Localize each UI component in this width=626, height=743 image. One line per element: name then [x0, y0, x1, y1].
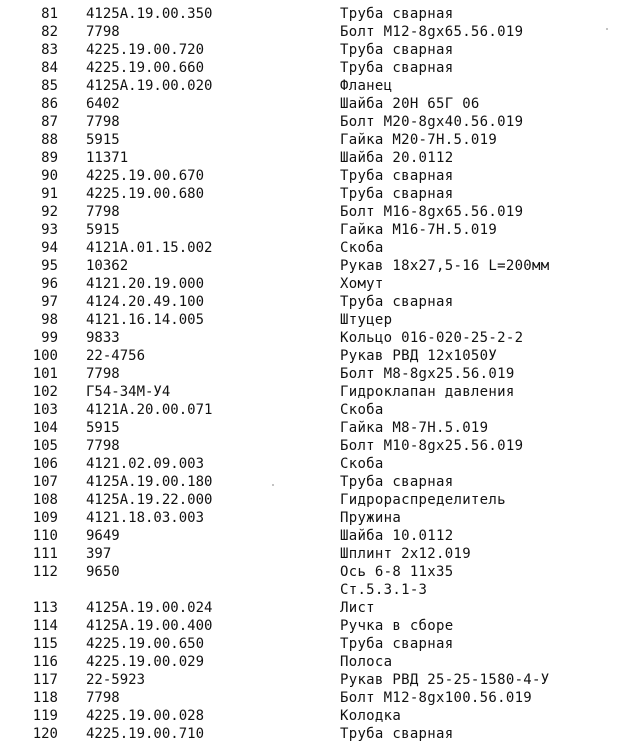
part-designation: 4121А.20.00.071: [86, 402, 213, 418]
part-name: Труба сварная: [340, 726, 454, 742]
table-row: [0, 617, 626, 635]
table-row: [0, 95, 626, 113]
position-number: 92: [41, 204, 58, 220]
table-row: [0, 311, 626, 329]
table-row: [0, 239, 626, 257]
part-name: Гайка М16-7Н.5.019: [340, 222, 498, 238]
part-designation: 4121.20.19.000: [86, 276, 205, 292]
part-name: Труба сварная: [340, 42, 454, 58]
scan-speck: [606, 28, 608, 30]
position-number: 98: [41, 312, 58, 328]
table-row: [0, 203, 626, 221]
part-name: Труба сварная: [340, 186, 454, 202]
table-row: [0, 221, 626, 239]
table-row: [0, 5, 626, 23]
part-designation: 397: [86, 546, 112, 562]
part-designation: 7798: [86, 204, 120, 220]
position-number: 82: [41, 24, 58, 40]
part-name: Рукав 18х27,5-16 L=200мм: [340, 258, 550, 274]
position-number: 115: [32, 636, 58, 652]
parts-table: [0, 5, 626, 743]
position-number: 110: [32, 528, 58, 544]
part-name: Гидроклапан давления: [340, 384, 515, 400]
part-designation: 4225.19.00.028: [86, 708, 205, 724]
position-number: 103: [32, 402, 58, 418]
part-name: Рукав РВД 12х1050У: [340, 348, 498, 364]
position-number: 114: [32, 618, 58, 634]
position-number: 108: [32, 492, 58, 508]
position-number: 94: [41, 240, 58, 256]
part-name: Хомут: [340, 276, 384, 292]
part-name: Фланец: [340, 78, 393, 94]
position-number: 102: [32, 384, 58, 400]
part-designation: 4225.19.00.029: [86, 654, 205, 670]
part-name: Скоба: [340, 240, 384, 256]
table-row: [0, 437, 626, 455]
part-name: Скоба: [340, 402, 384, 418]
position-number: 118: [32, 690, 58, 706]
position-number: 117: [32, 672, 58, 688]
part-designation: 9650: [86, 564, 120, 580]
table-row: [0, 167, 626, 185]
part-name: Болт М12-8gx100.56.019: [340, 690, 533, 706]
part-designation: 22-4756: [86, 348, 146, 364]
part-name: Гайка М20-7Н.5.019: [340, 132, 498, 148]
table-row: [0, 473, 626, 491]
position-number: 88: [41, 132, 58, 148]
position-number: 89: [41, 150, 58, 166]
part-designation: 4125А.19.00.180: [86, 474, 213, 490]
position-number: 107: [32, 474, 58, 490]
position-number: 95: [41, 258, 58, 274]
table-row: [0, 563, 626, 581]
part-designation: 5915: [86, 420, 120, 436]
part-name: Болт М12-8gx65.56.019: [340, 24, 524, 40]
table-row: [0, 113, 626, 131]
position-number: 83: [41, 42, 58, 58]
part-designation: 5915: [86, 132, 120, 148]
table-row: [0, 689, 626, 707]
position-number: 97: [41, 294, 58, 310]
position-number: 93: [41, 222, 58, 238]
part-name: Труба сварная: [340, 6, 454, 22]
position-number: 106: [32, 456, 58, 472]
position-number: 86: [41, 96, 58, 112]
part-designation: 6402: [86, 96, 120, 112]
part-designation: 22-5923: [86, 672, 146, 688]
part-name: Труба сварная: [340, 294, 454, 310]
part-name: Шайба 10.0112: [340, 528, 454, 544]
part-name: Ось 6-8 11х35: [340, 564, 454, 580]
part-designation: Г54-34М-У4: [86, 384, 171, 400]
table-row: [0, 257, 626, 275]
position-number: 84: [41, 60, 58, 76]
table-row: [0, 23, 626, 41]
part-name: Труба сварная: [340, 636, 454, 652]
position-number: 81: [41, 6, 58, 22]
part-designation: 7798: [86, 690, 120, 706]
position-number: 105: [32, 438, 58, 454]
table-row: [0, 725, 626, 743]
table-row: [0, 581, 626, 599]
part-designation: 7798: [86, 366, 120, 382]
table-row: [0, 509, 626, 527]
part-name: Полоса: [340, 654, 393, 670]
part-name: Труба сварная: [340, 474, 454, 490]
table-row: [0, 635, 626, 653]
part-designation: 10362: [86, 258, 129, 274]
position-number: 119: [32, 708, 58, 724]
part-designation: 9649: [86, 528, 120, 544]
part-name: Ручка в сборе: [340, 618, 454, 634]
part-designation: 4225.19.00.650: [86, 636, 205, 652]
table-row: [0, 347, 626, 365]
part-designation: 4225.19.00.710: [86, 726, 205, 742]
part-designation: 4225.19.00.660: [86, 60, 205, 76]
position-number: 120: [32, 726, 58, 742]
part-name: Кольцо 016-020-25-2-2: [340, 330, 524, 346]
position-number: 85: [41, 78, 58, 94]
table-row: [0, 293, 626, 311]
position-number: 99: [41, 330, 58, 346]
table-row: [0, 365, 626, 383]
position-number: [0, 581, 86, 599]
table-row: [0, 707, 626, 725]
part-name: Болт М20-8gx40.56.019: [340, 114, 524, 130]
part-name: Болт М8-8gx25.56.019: [340, 366, 515, 382]
table-row: [0, 59, 626, 77]
part-name: Шплинт 2х12.019: [340, 546, 471, 562]
part-designation: 4121.18.03.003: [86, 510, 205, 526]
part-designation: 7798: [86, 114, 120, 130]
position-number: 113: [32, 600, 58, 616]
part-designation: 4121А.01.15.002: [86, 240, 213, 256]
part-name: Ст.5.3.1-3: [340, 582, 428, 598]
part-designation: 4225.19.00.720: [86, 42, 205, 58]
position-number: 91: [41, 186, 58, 202]
part-name: Шайба 20Н 65Г 06: [340, 96, 480, 112]
part-designation: 4124.20.49.100: [86, 294, 205, 310]
table-row: [0, 185, 626, 203]
table-row: [0, 401, 626, 419]
part-name: Труба сварная: [340, 168, 454, 184]
part-name: Колодка: [340, 708, 402, 724]
part-name: Штуцер: [340, 312, 393, 328]
part-name: Скоба: [340, 456, 384, 472]
part-designation: 4125А.19.22.000: [86, 492, 213, 508]
part-name: Лист: [340, 600, 375, 616]
position-number: 112: [32, 564, 58, 580]
position-number: 109: [32, 510, 58, 526]
part-designation: 4125А.19.00.350: [86, 6, 213, 22]
table-row: [0, 599, 626, 617]
table-row: [0, 329, 626, 347]
table-row: [0, 131, 626, 149]
position-number: 100: [32, 348, 58, 364]
part-name: Болт М10-8gx25.56.019: [340, 438, 524, 454]
part-designation: [86, 581, 340, 599]
part-name: Пружина: [340, 510, 402, 526]
position-number: 87: [41, 114, 58, 130]
part-designation: 11371: [86, 150, 129, 166]
table-row: [0, 383, 626, 401]
part-name: Болт М16-8gx65.56.019: [340, 204, 524, 220]
part-designation: 7798: [86, 24, 120, 40]
part-name: Гидрораспределитель: [340, 492, 506, 508]
part-designation: 4121.16.14.005: [86, 312, 205, 328]
part-designation: 9833: [86, 330, 120, 346]
part-name: Труба сварная: [340, 60, 454, 76]
part-name: Рукав РВД 25-25-1580-4-У: [340, 672, 550, 688]
part-designation: 4125А.19.00.024: [86, 600, 213, 616]
scan-speck: [272, 484, 274, 486]
part-designation: 4125А.19.00.020: [86, 78, 213, 94]
position-number: 111: [32, 546, 58, 562]
part-designation: 4121.02.09.003: [86, 456, 205, 472]
part-designation: 4225.19.00.680: [86, 186, 205, 202]
table-row: [0, 671, 626, 689]
part-name: Шайба 20.0112: [340, 150, 454, 166]
part-designation: 7798: [86, 438, 120, 454]
part-name: Гайка М8-7Н.5.019: [340, 420, 489, 436]
part-designation: 4125А.19.00.400: [86, 618, 213, 634]
table-row: [0, 41, 626, 59]
table-row: [0, 149, 626, 167]
table-row: [0, 653, 626, 671]
table-row: [0, 275, 626, 293]
table-row: [0, 545, 626, 563]
position-number: 90: [41, 168, 58, 184]
position-number: 104: [32, 420, 58, 436]
position-number: 101: [32, 366, 58, 382]
part-designation: 4225.19.00.670: [86, 168, 205, 184]
table-row: [0, 527, 626, 545]
table-row: [0, 455, 626, 473]
table-row: [0, 491, 626, 509]
table-row: [0, 77, 626, 95]
table-row: [0, 419, 626, 437]
part-designation: 5915: [86, 222, 120, 238]
position-number: 116: [32, 654, 58, 670]
position-number: 96: [41, 276, 58, 292]
parts-table-body: [0, 5, 626, 743]
